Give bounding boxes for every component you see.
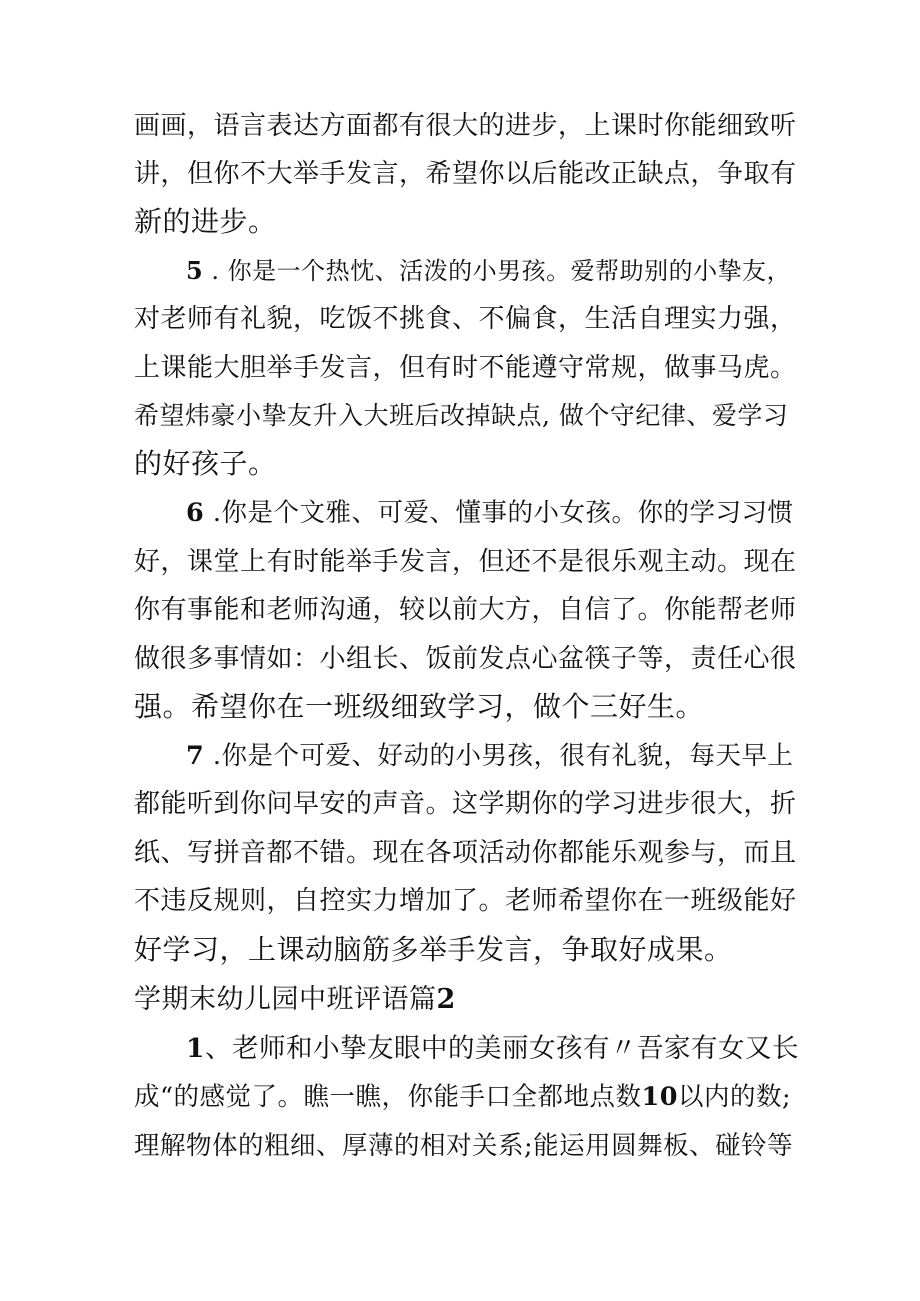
line-text: 上课能大胆举手发言，但有时不能遵守常规，做事马虎。 [134,353,797,383]
paragraph-line [134,933,733,967]
numbered-item-7-first-line [186,739,793,773]
line-text: 好，课堂上有时能举手发言，但还不是很乐观主动。现在 [134,547,797,577]
paragraph-line [134,593,797,627]
line-text: 不违反规则，自控实力增加了。老师希望你在一班级能好 [134,886,797,916]
paragraph-line [134,787,797,821]
line-text-after: 以内的数; [678,1082,792,1112]
paragraph-line [134,302,797,336]
paragraph-line [134,690,704,724]
paragraph-line [134,642,797,676]
line-text: 的好孩子。 [134,447,277,480]
line-text: .你是个可爱、好动的小男孩，很有礼貌，每天早上 [204,741,794,771]
paragraph-line [134,447,277,481]
line-text: . 你是一个热忱、活泼的小男孩。爱帮助别的小挚友， [203,257,792,285]
line-text: 希望炜豪小挚友升入大班后改掉缺点, 做个守纪律、爱学习 [134,401,789,430]
paragraph-line [134,1080,791,1114]
heading-number: 2 [436,984,456,1015]
line-text: 你有事能和老师沟通，较以前大方，自信了。你能帮老师 [134,595,797,625]
line-text: 做很多事情如：小组长、饭前发点心盆筷子等，责任心很 [134,644,797,674]
line-text: 都能听到你问早安的声音。这学期你的学习进步很大，折 [134,789,797,819]
item-number: 1 [186,1033,205,1064]
paragraph-line [134,351,797,385]
line-text: 讲，但你不大举手发言，希望你以后能改正缺点，争取有 [134,159,797,189]
line-text: 画画，语言表达方面都有很大的进步，上课时你能细致听 [134,111,797,141]
item-number: 6 [186,498,205,528]
numbered-item-6-first-line [186,496,793,530]
heading-text: 学期末幼儿园中班评语篇 [134,984,437,1015]
paragraph-line [134,157,797,191]
line-text: 好学习，上课动脑筋多举手发言，争取好成果。 [134,933,733,966]
paragraph-line [134,836,797,870]
line-text: 理解物体的粗细、厚薄的相对关系;能运用圆舞板、碰铃等 [134,1131,794,1161]
line-text: 、老师和小挚友眼中的美丽女孩有〃吾家有女又长 [204,1033,799,1064]
line-text: 纸、写拼音都不错。现在各项活动你都能乐观参与，而且 [134,838,797,868]
item-number: 5 [186,256,204,285]
item-number: 7 [186,741,205,771]
paragraph-line [134,399,788,433]
paragraph-line [134,205,277,239]
paragraph-line [134,545,797,579]
numbered-item-5-first-line [186,254,791,288]
numbered-item-1-first-line [186,1032,799,1066]
line-text: 强。希望你在一班级细致学习，做个三好生。 [134,690,705,723]
line-text: .你是个文雅、可爱、懂事的小女孩。你的学习习惯 [204,498,794,528]
inline-number: 10 [641,1082,679,1112]
line-text: 新的进步。 [134,205,277,238]
line-text: 成“的感觉了。瞧一瞧，你能手口全都地点数 [134,1082,642,1112]
line-text: 对老师有礼貌，吃饭不挑食、不偏食，生活自理实力强， [134,304,797,334]
paragraph-line [134,884,797,918]
paragraph-line [134,1129,793,1163]
paragraph-line [134,109,797,143]
section-heading [134,983,456,1017]
